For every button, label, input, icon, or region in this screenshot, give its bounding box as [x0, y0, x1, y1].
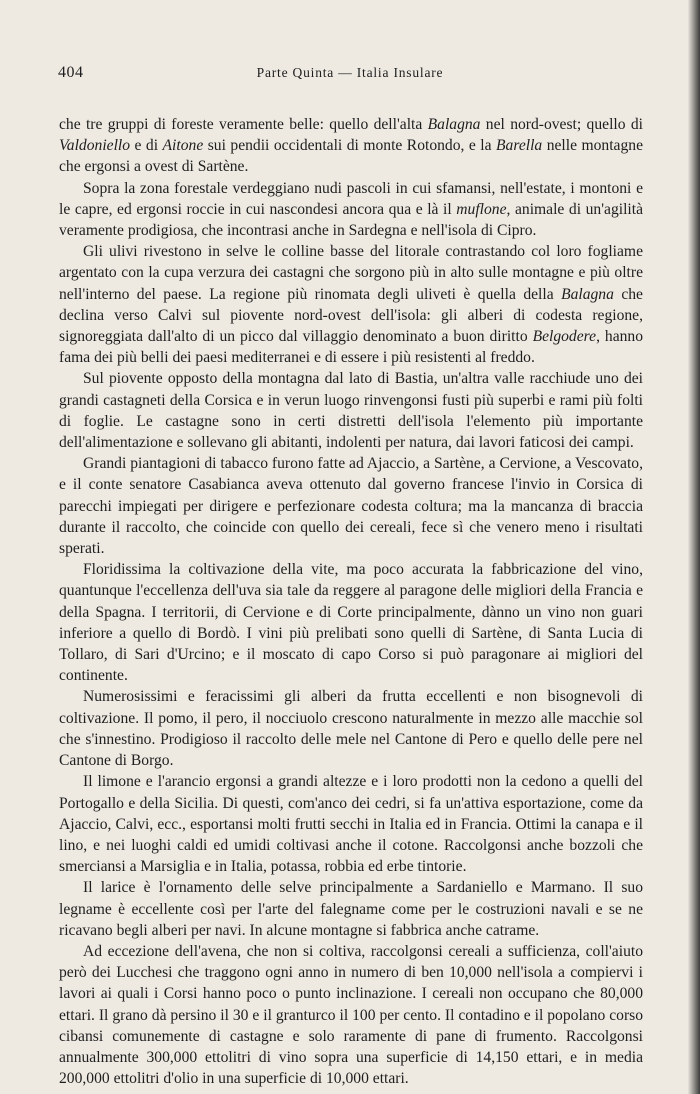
text-run: , hanno fama dei più belli dei paesi mediterranei e di essere i più resistenti al freddo.	[59, 328, 644, 367]
italic-term: Aitone	[162, 137, 204, 155]
italic-term: Balagna	[427, 116, 481, 133]
text-run: e di	[130, 137, 163, 155]
text-run: nelle montagne che ergonsi a ovest di Sartène.	[59, 137, 643, 176]
text-run: Gli ulivi rivestono in selve le colline basse del litorale contrastando col loro fogliame argentato con la cupa verzura dei castagni che sorgono più in alto sulle montagne e più oltre nell'interno del paese. La regione più rinomata degli uliveti è quella della	[59, 243, 643, 303]
text-run: Sopra la zona forestale verdeggiano nudi pascoli in cui sfamansi, nell'estate, i montoni e le capre, ed ergonsi roccie in cui nascondesi ancora qua e là il	[59, 179, 643, 218]
text-run: che declina verso Calvi sul piovente nord-ovest dell'isola: gli alberi di codesta regione, signoreggiata dall'alto di un picco dal villaggio denominato a buon diritto	[59, 285, 643, 346]
text-run: Numerosissimi e feracissimi gli alberi da frutta eccellenti e non bisognevoli di coltivazione. Il pomo, il pero, il nocciuolo crescono naturalmente in mezzo alle macchie sol che s'innestino. Prodigioso il raccolto delle mele nel Cantone di Pero e quello delle pere nel Cantone di Borgo.	[59, 688, 643, 770]
italic-term: Valdoniello	[59, 137, 131, 155]
body-text	[59, 114, 643, 1089]
text-run: Sul piovente opposto della montagna dal lato di Bastia, un'altra valle racchiude uno dei grandi castagneti della Corsica e in verun luogo rinvengonsi fusti più superbi e rami più folti di foglie. Le castagne sono in certi distretti dell'isola l'elemento più importante dell'alimentazione e sollevano gli abitanti, indolenti per natura, dai lavori faticosi dei campi.	[59, 370, 643, 452]
italic-term: Balagna	[561, 285, 614, 303]
paragraph	[59, 559, 643, 686]
paragraph	[59, 368, 643, 453]
text-run: Grandi piantagioni di tabacco furono fatte ad Ajaccio, a Sartène, a Cervione, a Vescovato, e il conte senatore Casabianca aveva ottenuto dal governo francese l'invio in Corsica di parecchi impiegati per dirigere e perfezionare codesta coltura; ma la mancanza di braccia durante il raccolto, che coincide con quello dei cereali, fece sì che venero meno i risultati sperati.	[59, 455, 643, 558]
page-edge-shadow	[688, 0, 700, 1094]
paragraph	[59, 771, 643, 877]
paragraph	[59, 178, 643, 242]
paragraph	[59, 241, 643, 368]
page-number: 404	[58, 64, 84, 81]
text-run: Il limone e l'arancio ergonsi a grandi altezze e i loro prodotti non la cedono a quelli del Portogallo e della Sicilia. Di questi, com'anco dei cedri, si fa un'attiva esportazione, come da Ajaccio, Calvi, ecc., esportansi molti frutti secchi in Italia ed in Francia. Ottimi la canapa e il lino, e nei luoghi caldi ed umidi coltivasi anche il cotone. Raccolgonsi anche bozzoli che smerciansi a Marsiglia e in Italia, potassa, robbia ed erbe tintorie.	[59, 773, 643, 876]
running-title: Parte Quinta — Italia Insulare	[256, 65, 444, 80]
page-header	[58, 64, 642, 90]
italic-term: muflone	[456, 200, 507, 218]
text-run: Ad eccezione dell'avena, che non si coltiva, raccolgonsi cereali a sufficienza, coll'aiuto però dei Lucchesi che traggono ogni anno in numero di ben 10,000 nell'isola a compiervi i lavori ai quali i Corsi hanno poco o punto inclinazione. I cereali non occupano che 80,000 ettari. Il grano dà persino il 30 e il granturco il 100 per cento. Il contadino e il popolano corso cibansi comunemente di castagne e solo raramente di pane di frumento. Raccolgonsi annualmente 300,000 ettolitri di vino sopra una superficie di 14,150 ettari, e in media 200,000 ettolitri d'olio in una superficie di 10,000 ettari.	[59, 942, 643, 1088]
text-run: , animale di un'agilità veramente prodigiosa, che incontrasi anche in Sardegna e nell'isola di Cipro.	[59, 200, 644, 240]
text-run: che tre gruppi di foreste veramente belle: quello dell'alta	[59, 116, 428, 133]
paragraph	[59, 941, 643, 1089]
italic-term: Belgodere	[532, 328, 597, 346]
paragraph	[59, 686, 643, 771]
paragraph	[59, 877, 643, 941]
paragraph	[59, 453, 643, 559]
text-run: sui pendii occidentali di monte Rotondo, e la	[203, 137, 497, 155]
text-run: nel nord-ovest; quello di	[480, 116, 643, 133]
text-run: Il larice è l'ornamento delle selve principalmente a Sardaniello e Marmano. Il suo legname è eccellente così per l'arte del falegname come per le costruzioni navali e se ne ricavano begli alberi per navi. In alcune montagne si fabbrica anche catrame.	[59, 879, 643, 939]
text-run: Floridissima la coltivazione della vite, ma poco accurata la fabbricazione del vino, quantunque l'eccellenza dell'uva sia tale da reggere al paragone delle migliori della Francia e della Spagna. I territorii, di Cervione e di Corte principalmente, dànno un vino non guari inferiore a quello di Bordò. I vini più prelibati sono quelli di Sartène, di Santa Lucia di Tollaro, di Sari d'Urcino; e il moscato di capo Corso si può paragonare ai migliori del continente.	[59, 561, 643, 685]
paragraph	[59, 114, 643, 178]
italic-term: Barella	[496, 137, 543, 155]
